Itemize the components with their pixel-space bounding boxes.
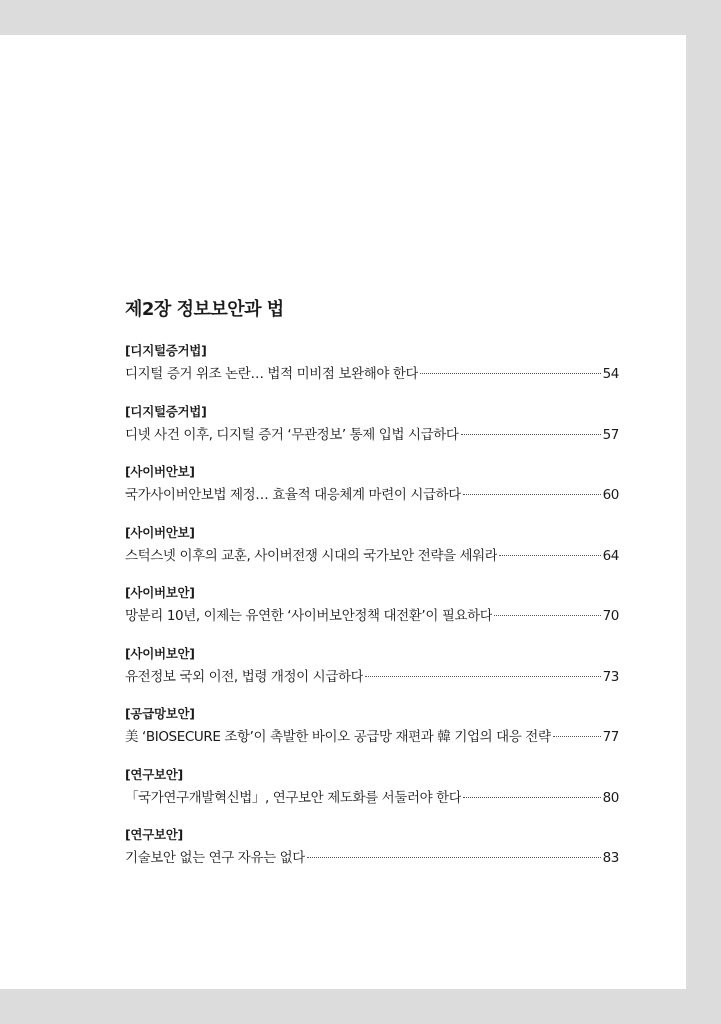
dot-leader: [307, 857, 601, 858]
dot-leader: [463, 494, 601, 495]
dot-leader: [461, 434, 601, 435]
entry-page-number: 77: [602, 729, 619, 745]
toc-entry: [125, 582, 619, 643]
entry-title: 망분리 10년, 이제는 유연한 ‘사이버보안정책 대전환’이 필요하다: [125, 608, 493, 624]
dot-leader: [420, 373, 600, 374]
entry-title: 디넷 사건 이후, 디지털 증거 ‘무관정보’ 통제 입법 시급하다: [125, 426, 459, 443]
entry-line: [125, 846, 619, 870]
chapter-title: 제2장 정보보안과 법: [125, 299, 284, 320]
entry-category: [사이버보안]: [125, 585, 195, 600]
entry-page-number: 70: [602, 608, 619, 624]
toc-entry: [125, 764, 619, 825]
entry-line: [125, 423, 619, 447]
entry-title: 국가사이버안보법 제정… 효율적 대응체계 마련이 시급하다: [125, 487, 461, 503]
entry-title: 디지털 증거 위조 논란… 법적 미비점 보완해야 한다: [125, 366, 419, 382]
entry-line: [125, 483, 619, 507]
entry-line: [125, 786, 619, 810]
entry-line: [125, 604, 619, 628]
entry-page-number: 54: [602, 366, 619, 382]
entry-title: 유전정보 국외 이전, 법령 개정이 시급하다: [125, 668, 364, 685]
entry-page-number: 73: [602, 668, 619, 685]
toc-entry: [125, 643, 619, 704]
entry-page-number: 57: [602, 426, 619, 443]
entry-category: [디지털증거법]: [125, 403, 207, 419]
entry-line: [125, 544, 619, 568]
entry-page-number: 64: [602, 547, 619, 564]
entry-line: [125, 725, 619, 749]
table-of-contents: [125, 297, 619, 885]
toc-entry: [125, 824, 619, 885]
entry-line: [125, 362, 619, 386]
entry-title: 「국가연구개발혁신법」, 연구보안 제도화를 서둘러야 한다: [125, 789, 462, 806]
entry-page-number: 60: [602, 487, 619, 503]
dot-leader: [499, 555, 600, 556]
dot-leader: [463, 797, 600, 798]
entry-category: [디지털증거법]: [125, 343, 207, 358]
entry-category: [사이버보안]: [125, 645, 195, 661]
dot-leader: [365, 676, 600, 677]
toc-entry: [125, 461, 619, 522]
entry-category: [공급망보안]: [125, 706, 195, 721]
toc-entry: [125, 522, 619, 583]
entry-page-number: 80: [602, 789, 619, 806]
entry-page-number: 83: [602, 850, 619, 866]
entry-category: [연구보안]: [125, 766, 183, 782]
entry-category: [사이버안보]: [125, 464, 195, 479]
entry-line: [125, 665, 619, 689]
toc-entry: [125, 703, 619, 764]
dot-leader: [553, 736, 601, 737]
page: [0, 35, 686, 989]
entry-title: 스턱스넷 이후의 교훈, 사이버전쟁 시대의 국가보안 전략을 세워라: [125, 547, 498, 564]
entry-category: [사이버안보]: [125, 524, 195, 540]
entry-title: 美 ‘BIOSECURE 조항’이 촉발한 바이오 공급망 재편과 韓 기업의 대응 전략: [125, 729, 551, 745]
entry-category: [연구보안]: [125, 827, 183, 842]
entry-title: 기술보안 없는 연구 자유는 없다: [125, 850, 305, 866]
toc-entry: [125, 401, 619, 462]
toc-entry: [125, 340, 619, 401]
dot-leader: [494, 615, 600, 616]
